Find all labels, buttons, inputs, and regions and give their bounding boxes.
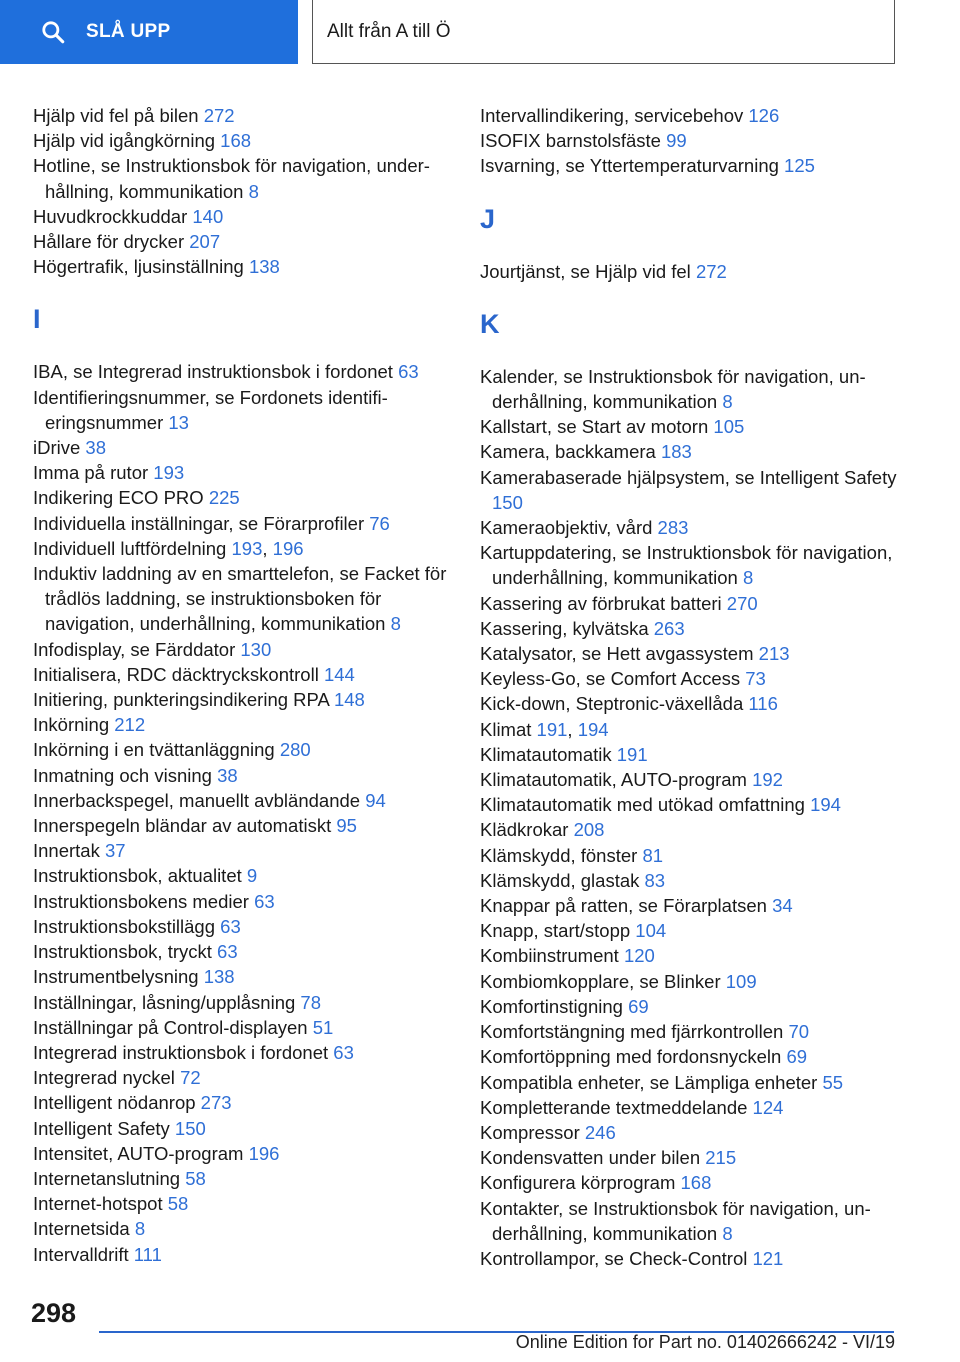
page-link[interactable]: 208 [573,819,605,841]
index-entry-text: Kompressor [480,1121,585,1143]
index-entry-text: Kick-down, Steptronic-växellåda [480,693,749,715]
index-entry-text: Individuell luftfördelning [33,537,232,559]
index-entry [480,1170,900,1195]
page-link[interactable]: 94 [365,789,386,811]
index-entry-text: Kameraobjektiv, vård [480,517,658,539]
page-link[interactable]: 70 [788,1021,810,1043]
index-entry [33,1065,453,1090]
index-entry-text: Huvudkrockkuddar [33,205,193,227]
page-link[interactable]: 246 [584,1121,616,1143]
index-entry [480,1070,900,1095]
page-link[interactable]: 150 [174,1117,206,1139]
index-entry [33,1166,453,1191]
page-link[interactable]: 73 [745,668,766,690]
index-entry [33,385,453,435]
page-link[interactable]: 63 [333,1041,354,1063]
page-link[interactable]: 168 [220,130,252,152]
index-entry-text: Kamera, backkamera [480,441,661,463]
index-entry [480,1196,900,1246]
page-link[interactable]: 272 [203,105,235,126]
index-entry [33,889,453,914]
index-entry [33,964,453,989]
index-entry-text: IBA, se Integrerad instruktionsbok i fordonet [33,361,399,383]
page-link[interactable]: 8 [742,567,754,589]
page-link[interactable]: 138 [248,256,280,278]
index-entry [33,1040,453,1065]
index-entry-text: Inställningar på Control-displayen [33,1016,313,1038]
index-entry-text: Katalysator, se Hett avgassystem [480,643,759,665]
index-entry [480,103,900,128]
index-entry-text: Isvarning, se Yttertemperaturvarning [480,155,785,177]
page-link[interactable]: 34 [772,895,793,917]
page-link[interactable]: 193 [153,462,185,484]
index-entry-text: Intervalldrift [33,1243,134,1265]
index-entry [33,990,453,1015]
index-entry [480,969,900,994]
index-entry-text: Innerbackspegel, manuellt avbländande [33,789,366,811]
page-link[interactable]: 9 [246,865,258,887]
index-entry [33,1141,453,1166]
page-link[interactable]: 270 [726,592,758,614]
index-entry-text: Klämskydd, glastak [480,869,645,891]
index-entry-text: Internetanslutning [33,1167,186,1189]
page-link[interactable]: 125 [784,155,815,177]
page-link[interactable]: 130 [240,638,272,660]
page-link[interactable]: 63 [254,890,275,912]
index-entry [33,939,453,964]
page-link[interactable]: 55 [822,1071,844,1093]
index-column-right [480,103,900,1271]
index-letter-heading: I [33,304,41,335]
index-entry-text: Hållare för drycker [33,231,190,253]
index-entry [480,1044,900,1069]
page-link[interactable]: 78 [300,991,321,1013]
page-link[interactable]: 8 [134,1218,146,1240]
index-letter-heading: K [480,308,500,339]
index-entry [480,414,900,439]
index-entry [480,259,900,284]
index-entry [33,662,453,687]
index-entry [33,712,453,737]
page-link[interactable]: 120 [623,945,655,967]
page-link[interactable]: 69 [786,1046,808,1068]
index-entry-text: Komfortinstigning [480,995,629,1017]
index-entry-text: Indikering ECO PRO [33,487,209,509]
page-link[interactable]: 111 [133,1243,162,1265]
page-link[interactable]: 105 [713,416,745,438]
page-link[interactable]: 8 [390,613,401,635]
index-entry [33,1191,453,1216]
index-entry [480,1145,900,1170]
index-entry [480,439,900,464]
index-entry [480,918,900,943]
index-entry-text: Intensitet, AUTO-program [33,1142,249,1164]
index-entry-text: Induktiv laddning av en smarttelefon, se Facket för trådlös laddning, se instruktionsboken för navigation, underhållning, kommunikation [33,563,447,635]
index-entry [480,465,900,515]
page-link[interactable]: 272 [695,260,727,282]
index-entry [33,1090,453,1115]
index-entry-text: ISOFIX barnstolsfäste [480,130,667,152]
index-entry-text: Hotline, se Instruktionsbok för navigation, underhållning, kommunikation [33,155,430,202]
index-entry [33,687,453,712]
index-entry-text: Instruktionsbok, tryckt [33,941,218,963]
page-link[interactable]: 138 [203,966,235,988]
index-entry [480,893,900,918]
page-link[interactable]: 126 [748,105,780,126]
index-entry-text: Konfigurera körprogram [480,1172,681,1194]
page-link[interactable]: 140 [192,205,224,227]
index-entry [33,485,453,510]
page-link[interactable]: 72 [180,1067,201,1089]
page-link[interactable]: 58 [185,1167,206,1189]
page-link[interactable]: 38 [85,437,106,459]
index-entry-text: Infodisplay, se Färddator [33,638,241,660]
index-entry-text: Klädkrokar [480,819,574,841]
page-link[interactable]: 213 [758,643,790,665]
index-entry-text: Instruktionsbok, aktualitet [33,865,247,887]
index-entry-text: Klimatautomatik med utökad omfattning [480,794,811,816]
index-entry [33,460,453,485]
index-entry-text: Inmatning och visning [33,764,218,786]
index-entry [480,364,900,414]
index-entry [33,254,453,279]
index-entry-text: Kalender, se Instruktionsbok för navigation, underhållning, kommunikation [480,365,866,413]
index-entry-text: Klämskydd, fönster [480,844,643,866]
index-entry [33,838,453,863]
page-link[interactable]: 58 [167,1193,189,1215]
search-icon [40,19,66,45]
index-entry-text: Intelligent Safety [33,1117,175,1139]
index-entry [480,691,900,716]
index-entry [480,153,900,178]
index-entry [480,1019,900,1044]
index-entry [33,204,453,229]
index-entry-text: Instruktionsbokstillägg [33,915,221,937]
page-link[interactable]: 116 [748,693,778,715]
index-entry-text: Initiering, punkteringsindikering RPA [33,689,334,711]
index-entry-text: Internetsida [33,1218,135,1240]
page-link[interactable]: 148 [333,689,365,711]
index-entry [33,561,453,637]
page-link[interactable]: 192 [752,769,783,791]
page-link[interactable]: 83 [644,869,666,891]
index-entry [33,737,453,762]
page-link[interactable]: 196 [248,1142,280,1164]
index-entry-text: Keyless-Go, se Comfort Access [480,668,746,690]
index-entry [480,742,900,767]
index-entry [33,1015,453,1040]
index-entry [33,103,453,128]
index-entry-text: Klimatautomatik [480,743,617,765]
index-entry-text: Inställningar, låsning/upplåsning [33,991,301,1013]
index-entry [33,511,453,536]
index-entry [33,863,453,888]
page-link[interactable]: 51 [312,1016,334,1038]
page-link[interactable]: 212 [114,714,146,736]
index-entry-text: Knappar på ratten, se Förarplatsen [480,895,773,917]
page-link[interactable]: 124 [752,1096,784,1118]
index-entry [480,767,900,792]
index-column-left [33,103,453,1267]
index-entry-text: Innertak [33,840,105,862]
page-link[interactable]: 13 [168,411,189,433]
index-entry [480,817,900,842]
index-entry-text: Kontrollampor, se Check-Control [480,1247,753,1269]
page-link[interactable]: 144 [323,663,355,685]
page-link[interactable]: 121 [752,1247,784,1269]
page-link[interactable]: 191 [616,743,648,765]
index-entry-text: Klimat [480,718,537,740]
index-entry [480,868,900,893]
index-entry [480,666,900,691]
page-link[interactable]: 69 [628,995,649,1017]
index-entry [480,943,900,968]
index-entry-text: Imma på rutor [33,462,154,484]
index-entry [480,515,900,540]
index-entry [480,641,900,666]
page-link[interactable]: 99 [666,130,687,152]
index-entry: Individuell luftfördelning 193, 196 [33,537,304,559]
page-link[interactable]: 183 [660,441,692,463]
index-entry [33,435,453,460]
page-link[interactable]: 191 [536,718,568,740]
index-entry-text: Instruktionsbokens medier [33,890,255,912]
page-link[interactable]: 194 [810,794,841,816]
index-entry-text: Integrerad nyckel [33,1067,181,1089]
page-link[interactable]: 63 [220,915,241,937]
page-link[interactable]: 283 [657,517,689,539]
index-entry-text: Integrerad instruktionsbok i fordonet [33,1041,334,1063]
page-link[interactable]: 207 [189,231,221,253]
index-entry-text: Kondensvatten under bilen [480,1147,706,1169]
index-entry [33,359,453,384]
index-entry-text: Innerspegeln bländar av automatiskt [33,815,337,837]
index-entry [33,788,453,813]
index-entry-text: Instrumentbelysning [33,966,204,988]
page-link[interactable]: 63 [217,941,238,963]
page-link[interactable]: 63 [398,361,419,383]
index-entry [480,843,900,868]
index-entry-text: Jourtjänst, se Hjälp vid fel [480,260,696,282]
index-entry [33,813,453,838]
page-link[interactable]: 38 [217,764,238,786]
page-link[interactable]: 76 [369,512,390,534]
index-entry-text: Internet-hotspot [33,1193,168,1215]
index-entry-text: Knapp, start/stopp [480,920,636,942]
page-number: 298 [31,1298,77,1328]
index-entry [33,914,453,939]
index-entry-text: Initialisera, RDC däcktryckskontroll [33,663,324,685]
page-link[interactable]: 273 [200,1092,232,1114]
index-entry [33,1216,453,1241]
index-entry [480,1246,900,1271]
page-link[interactable]: 168 [680,1172,712,1194]
index-entry [480,792,900,817]
page-link[interactable]: 263 [653,617,685,639]
index-entry [33,637,453,662]
section-title-box [312,0,895,64]
edition-info: Online Edition for Part no. 01402666242 - VI/19 [515,1332,895,1352]
index-entry [33,229,453,254]
index-entry [480,128,900,153]
index-entry [480,1095,900,1120]
page-link[interactable]: 37 [105,840,126,862]
page-link[interactable]: 225 [208,487,240,509]
index-entry-text: Intelligent nödanrop [33,1092,201,1114]
index-entry [480,540,900,590]
index-entry-text: Kombiinstrument [480,945,624,967]
page-link[interactable]: 95 [336,815,357,837]
index-entry-text: Hjälp vid fel på bilen [33,105,204,126]
page-link[interactable]: 150 [492,491,523,513]
index-entry-text: Inkörning [33,714,115,736]
index-entry-text: Individuella inställningar, se Förarprofiler [33,512,370,534]
index-entry-text: Inkörning i en tvättanläggning [33,739,280,761]
page-link[interactable]: 109 [725,970,757,992]
index-entry-text: Kompletterande textmeddelande [480,1096,753,1118]
index-entry-text: Kompatibla enheter, se Lämpliga enheter [480,1071,823,1093]
index-entry [33,1242,453,1267]
index-entry-text: Intervallindikering, servicebehov [480,105,749,126]
index-entry [33,153,453,203]
page-link[interactable]: 104 [635,920,667,942]
index-entry-text: Högertrafik, ljusinställning [33,256,249,278]
page-link[interactable]: 8 [722,391,733,413]
index-entry [33,763,453,788]
index-entry [480,616,900,641]
index-entry [33,128,453,153]
index-entry-text: Kartuppdatering, se Instruktionsbok för navigation, underhållning, kommunikation [480,542,893,589]
index-entry-text: iDrive [33,437,86,459]
index-entry-text: Kallstart, se Start av motorn [480,416,714,438]
page-link[interactable]: 215 [705,1147,737,1169]
section-title: Allt från A till Ö [327,20,451,42]
page-link[interactable]: 8 [248,180,259,202]
index-entry: Klimat 191, 194 [480,718,609,740]
page-link[interactable]: 194 [577,718,609,740]
page-link[interactable]: 81 [642,844,664,866]
index-entry-text: Kassering av förbrukat batteri [480,592,727,614]
index-entry-text: Komfortöppning med fordonsnyckeln [480,1046,787,1068]
index-entry-text: Kontakter, se Instruktionsbok för navigation, underhållning, kommunikation [480,1197,871,1244]
index-entry [480,1120,900,1145]
index-entry-text: Kassering, kylvätska [480,617,654,639]
index-entry-text: Komfortstängning med fjärrkontrollen [480,1021,789,1043]
index-entry [33,1116,453,1141]
page-link[interactable]: 193 [231,537,263,559]
page-link[interactable]: 280 [279,739,311,761]
index-entry-text: Hjälp vid igångkörning [33,130,221,152]
index-entry-text: Identifieringsnummer, se Fordonets identifieringsnummer [33,386,388,433]
index-entry-text: Kombiomkopplare, se Blinker [480,970,726,992]
index-letter-heading: J [480,203,496,234]
page-link[interactable]: 196 [272,537,304,559]
index-entry-text: Klimatautomatik, AUTO-program [480,769,753,791]
index-entry-text: Kamerabaserade hjälpsystem, se Intelligent Safety [480,466,897,488]
search-button-label: SLÅ UPP [86,21,171,42]
index-entry [480,591,900,616]
search-button[interactable] [0,0,298,64]
page-link[interactable]: 8 [722,1222,733,1244]
index-entry [480,994,900,1019]
